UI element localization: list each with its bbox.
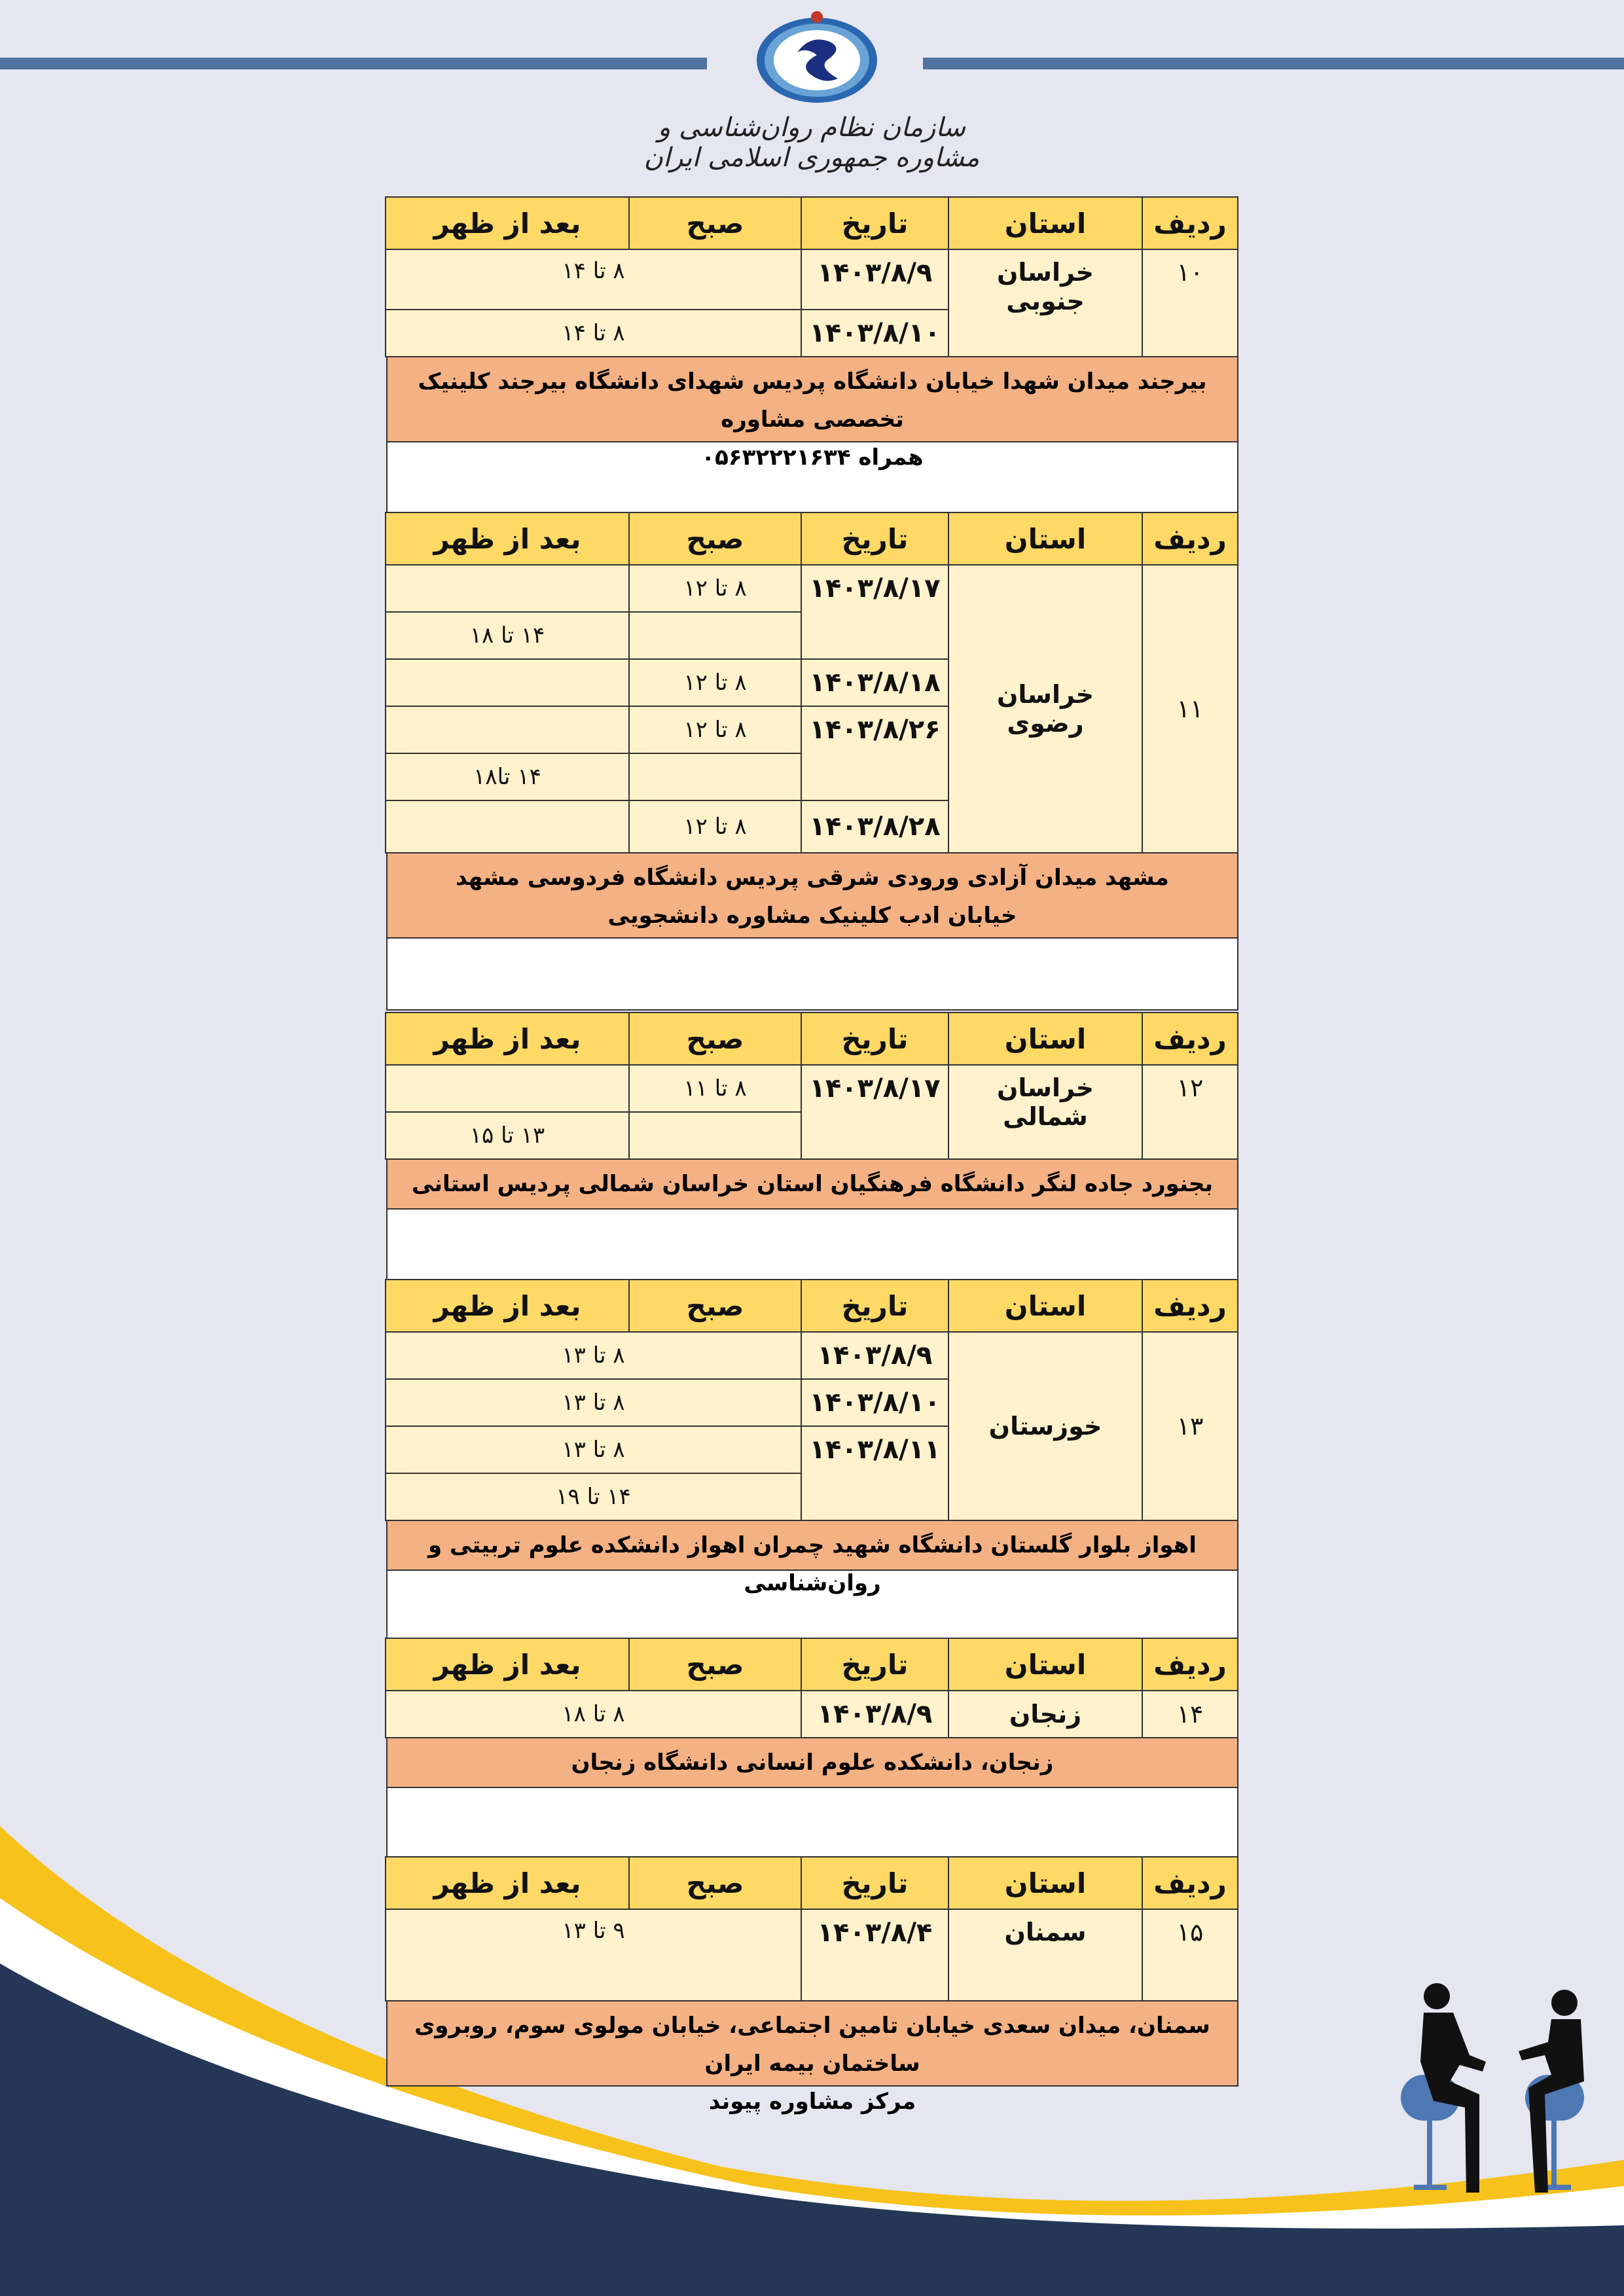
- date-cell: ۱۴۰۳/۸/۹: [801, 1332, 948, 1379]
- schedule-table-15: [386, 1856, 1238, 2115]
- afternoon-time-cell: [386, 800, 629, 853]
- header-province: استان: [948, 1638, 1142, 1691]
- header-date: تاریخ: [801, 512, 948, 565]
- province-cell: خراسان شمالی: [948, 1065, 1142, 1159]
- province-cell: زنجان: [948, 1691, 1142, 1738]
- address-line: خیابان ادب کلینیک مشاوره دانشجویی: [607, 903, 1017, 929]
- time-cell: ۹ تا ۱۳: [386, 1909, 801, 2001]
- date-cell: ۱۴۰۳/۸/۱۷: [801, 565, 948, 659]
- address-row: [386, 1521, 1238, 1596]
- address-line: همراه ۰۵۶۳۲۲۲۱۶۳۴: [701, 444, 924, 471]
- row-number-cell: ۱۱: [1142, 565, 1238, 853]
- time-cell: ۱۴ تا ۱۹: [386, 1473, 801, 1520]
- header-afternoon: بعد از ظهر: [386, 1857, 629, 1909]
- schedule-table-11: [386, 512, 1238, 1011]
- province-cell: خوزستان: [948, 1332, 1142, 1520]
- morning-time-cell: [629, 753, 801, 800]
- header-afternoon: بعد از ظهر: [386, 197, 629, 249]
- schedule-grid: [385, 1012, 1238, 1160]
- header-row-number: ردیف: [1142, 1638, 1238, 1691]
- spacer-row: [386, 939, 1238, 1011]
- header-province: استان: [948, 1013, 1142, 1065]
- morning-time-cell: ۸ تا ۱۲: [629, 565, 801, 612]
- time-cell: ۸ تا ۱۳: [386, 1332, 801, 1379]
- address-line: بجنورد جاده لنگر دانشگاه فرهنگیان استان خراسان شمالی پردیس استانی: [411, 1171, 1214, 1197]
- header-date: تاریخ: [801, 197, 948, 249]
- time-cell: ۸ تا ۱۳: [386, 1379, 801, 1426]
- morning-time-cell: [629, 612, 801, 659]
- row-number-cell: ۱۵: [1142, 1909, 1238, 2001]
- header-row-number: ردیف: [1142, 1013, 1238, 1065]
- header-morning: صبح: [629, 512, 801, 565]
- afternoon-time-cell: ۱۳ تا ۱۵: [386, 1112, 629, 1159]
- address-row: [386, 357, 1238, 471]
- address-line: بیرجند میدان شهدا خیابان دانشگاه پردیس شهدای دانشگاه بیرجند کلینیک تخصصی مشاوره: [418, 368, 1207, 433]
- schedule-grid: [385, 1856, 1238, 2001]
- header-province: استان: [948, 197, 1142, 249]
- date-cell: ۱۴۰۳/۸/۱۷: [801, 1065, 948, 1159]
- schedule-grid: [385, 512, 1238, 853]
- address-line: مرکز مشاوره پیوند: [708, 2089, 916, 2115]
- date-cell: ۱۴۰۳/۸/۲۶: [801, 706, 948, 800]
- schedule-table-10: [386, 196, 1238, 514]
- row-number-cell: ۱۰: [1142, 249, 1238, 357]
- date-cell: ۱۴۰۳/۸/۲۸: [801, 800, 948, 853]
- address-row: [386, 1160, 1238, 1210]
- schedule-table-14: [386, 1638, 1238, 1860]
- header-morning: صبح: [629, 197, 801, 249]
- header-province: استان: [948, 1857, 1142, 1909]
- time-cell: ۸ تا ۱۳: [386, 1426, 801, 1473]
- header-afternoon: بعد از ظهر: [386, 512, 629, 565]
- header-province: استان: [948, 512, 1142, 565]
- header-row-number: ردیف: [1142, 197, 1238, 249]
- address-row: [386, 2001, 1238, 2115]
- header-province: استان: [948, 1280, 1142, 1332]
- date-cell: ۱۴۰۳/۸/۹: [801, 249, 948, 310]
- spacer-row: [386, 1210, 1238, 1284]
- header-line-right: [923, 58, 1624, 69]
- date-cell: ۱۴۰۳/۸/۱۰: [801, 310, 948, 357]
- schedule-table-12: [386, 1012, 1238, 1284]
- morning-time-cell: ۸ تا ۱۲: [629, 659, 801, 706]
- header-row-number: ردیف: [1142, 1280, 1238, 1332]
- header-afternoon: بعد از ظهر: [386, 1013, 629, 1065]
- address-row: [386, 853, 1238, 939]
- header-row-number: ردیف: [1142, 512, 1238, 565]
- header-line-left: [0, 58, 707, 69]
- province-cell: خراسان جنوبی: [948, 249, 1142, 357]
- organization-name: سازمان نظام روان‌شناسی و مشاوره جمهوری اسلامی ایران: [643, 113, 980, 173]
- date-cell: ۱۴۰۳/۸/۱۱: [801, 1426, 948, 1520]
- row-number-cell: ۱۴: [1142, 1691, 1238, 1738]
- afternoon-time-cell: [386, 1065, 629, 1112]
- organization-logo-icon: [751, 8, 882, 106]
- afternoon-time-cell: [386, 565, 629, 612]
- date-cell: ۱۴۰۳/۸/۱۰: [801, 1379, 948, 1426]
- time-cell: ۸ تا ۱۴: [386, 310, 801, 357]
- header-row-number: ردیف: [1142, 1857, 1238, 1909]
- address-line: مشهد میدان آزادی ورودی شرقی پردیس دانشگاه فردوسی مشهد: [456, 865, 1169, 891]
- header-afternoon: بعد از ظهر: [386, 1638, 629, 1691]
- schedule-grid: [385, 1638, 1238, 1738]
- morning-time-cell: ۸ تا ۱۲: [629, 706, 801, 753]
- header-morning: صبح: [629, 1638, 801, 1691]
- time-cell: ۸ تا ۱۴: [386, 249, 801, 310]
- header-afternoon: بعد از ظهر: [386, 1280, 629, 1332]
- morning-time-cell: [629, 1112, 801, 1159]
- header-date: تاریخ: [801, 1638, 948, 1691]
- address-line: سمنان، میدان سعدی خیابان تامین اجتماعی، خیابان مولوی سوم، روبروی ساختمان بیمه ایران: [414, 2013, 1210, 2077]
- afternoon-time-cell: [386, 659, 629, 706]
- afternoon-time-cell: ۱۴ تا ۱۸: [386, 612, 629, 659]
- time-cell: ۸ تا ۱۸: [386, 1691, 801, 1738]
- afternoon-time-cell: ۱۴ تا۱۸: [386, 753, 629, 800]
- address-row: [386, 1738, 1238, 1788]
- row-number-cell: ۱۳: [1142, 1332, 1238, 1520]
- counseling-people-icon: [1388, 1983, 1617, 2206]
- header-date: تاریخ: [801, 1280, 948, 1332]
- header-morning: صبح: [629, 1280, 801, 1332]
- morning-time-cell: ۸ تا ۱۱: [629, 1065, 801, 1112]
- province-cell: سمنان: [948, 1909, 1142, 2001]
- header-date: تاریخ: [801, 1857, 948, 1909]
- header-date: تاریخ: [801, 1013, 948, 1065]
- schedule-grid: [385, 196, 1238, 357]
- spacer-row: [386, 1788, 1238, 1860]
- province-cell: خراسان رضوی: [948, 565, 1142, 853]
- header-morning: صبح: [629, 1013, 801, 1065]
- date-cell: ۱۴۰۳/۸/۱۸: [801, 659, 948, 706]
- date-cell: ۱۴۰۳/۸/۴: [801, 1909, 948, 2001]
- schedule-grid: [385, 1279, 1238, 1521]
- address-line: زنجان، دانشکده علوم انسانی دانشگاه زنجان: [571, 1749, 1054, 1776]
- address-line: اهواز بلوار گلستان دانشگاه شهید چمران اهواز دانشکده علوم تربیتی و روان‌شناسی: [428, 1532, 1197, 1596]
- schedule-table-13: [386, 1279, 1238, 1645]
- header-morning: صبح: [629, 1857, 801, 1909]
- afternoon-time-cell: [386, 706, 629, 753]
- date-cell: ۱۴۰۳/۸/۹: [801, 1691, 948, 1738]
- row-number-cell: ۱۲: [1142, 1065, 1238, 1159]
- morning-time-cell: ۸ تا ۱۲: [629, 800, 801, 853]
